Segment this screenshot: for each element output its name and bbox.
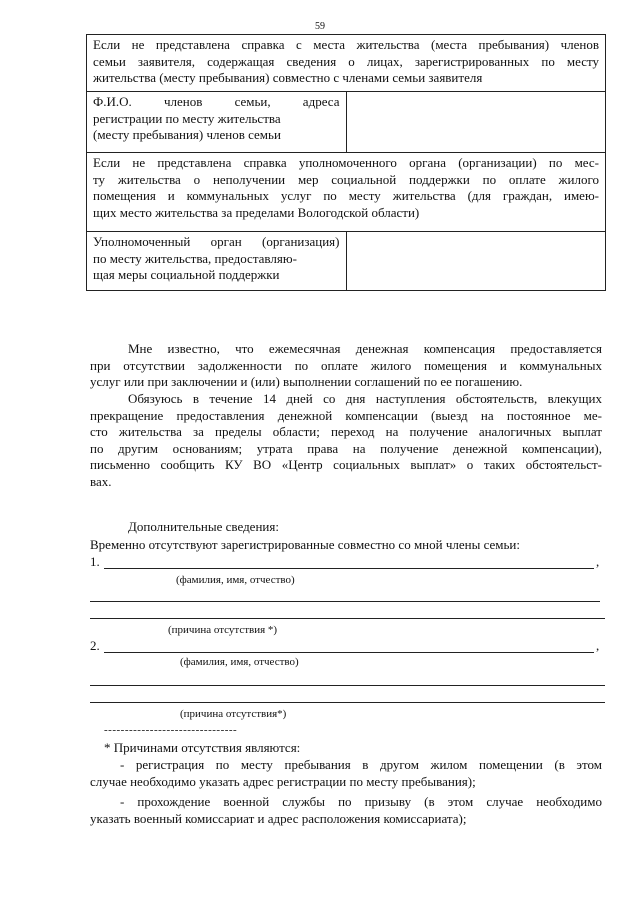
item-2-fio-field[interactable] — [104, 652, 594, 653]
table-cell-authority-certificate: Если не представлена справка уполномоченного органа (организации) по мес- ту жительства о неполучении мер социальной поддержки по оплате жилого помещения и коммунальных услуг по месту жительства (для граждан, имею- щих место жительства за пределами Вологодской области) — [87, 153, 606, 232]
paragraph-awareness: Мне известно, что ежемесячная денежная компенсация предоставляется при отсутствии задолженности по оплате жилого помещения и коммунальных услуг или при заключении и (или) выполнении соглашений по ее погашению. — [90, 341, 602, 389]
item-1-comma: , — [596, 554, 600, 569]
absent-members-intro: Временно отсутствуют зарегистрированные совместно со мной члены семьи: — [90, 537, 520, 552]
footnote-heading: * Причинами отсутствия являются: — [104, 740, 301, 755]
table-cell-housing-certificate: Если не представлена справка с места жительства (места пребывания) членов семьи заявителя, содержащая сведения о лицах, зарегистрированных по месту жительства (месту пребывания) совместно с членами семьи заявителя — [87, 35, 606, 92]
item-1-reason-line-2[interactable] — [90, 618, 605, 619]
item-2-fio-caption: (фамилия, имя, отчество) — [180, 656, 299, 668]
paragraph-obligation: Обязуюсь в течение 14 дней со дня наступления обстоятельств, влекущих прекращение предоставления денежной компенсации (выезд на постоянное ме- сто жительства за пределы области; переход на получение аналогичных выплат по другим основаниям; утрата права на получение денежной компенсации), письменно сообщить КУ ВО «Центр социальных выплат» о таких обстоятельст- вах. — [90, 391, 602, 489]
item-1-fio-field[interactable] — [104, 568, 594, 569]
item-2-comma: , — [596, 638, 600, 653]
footnote-item-2: - прохождение военной службы по призыву (в этом случае необходимо указать военный комиссариат и адрес расположения комиссариата); — [90, 794, 602, 826]
item-1-number: 1. — [90, 554, 100, 569]
item-2-reason-line-2[interactable] — [90, 702, 605, 703]
page-number: 59 — [315, 21, 325, 32]
table-row — [87, 153, 606, 232]
additional-info-heading: Дополнительные сведения: — [128, 519, 279, 534]
item-2-number: 2. — [90, 638, 100, 653]
table-row — [87, 232, 606, 291]
table-cell-family-members-label: Ф.И.О. членов семьи, адреса регистрации по месту жительства (месту пребывания) членов семьи — [87, 92, 347, 153]
table-cell-authority-value[interactable] — [346, 232, 606, 291]
table-cell-authority-label: Уполномоченный орган (организация) по месту жительства, предоставляю- щая меры социальной поддержки — [87, 232, 347, 291]
table-cell-family-members-value[interactable] — [346, 92, 606, 153]
item-2-reason-line-1[interactable] — [90, 685, 605, 686]
info-table — [86, 34, 606, 291]
item-1-fio-caption: (фамилия, имя, отчество) — [176, 574, 295, 586]
table-row — [87, 92, 606, 153]
table-row — [87, 35, 606, 92]
footnote-item-1: - регистрация по месту пребывания в другом жилом помещении (в этом случае необходимо указать адрес регистрации по месту пребывания); — [90, 757, 602, 789]
item-1-reason-caption: (причина отсутствия *) — [168, 624, 278, 636]
item-1-reason-line-1[interactable] — [90, 601, 600, 602]
item-2-reason-caption: (причина отсутствия*) — [180, 708, 287, 720]
footnote-separator: -------------------------------- — [104, 724, 238, 736]
